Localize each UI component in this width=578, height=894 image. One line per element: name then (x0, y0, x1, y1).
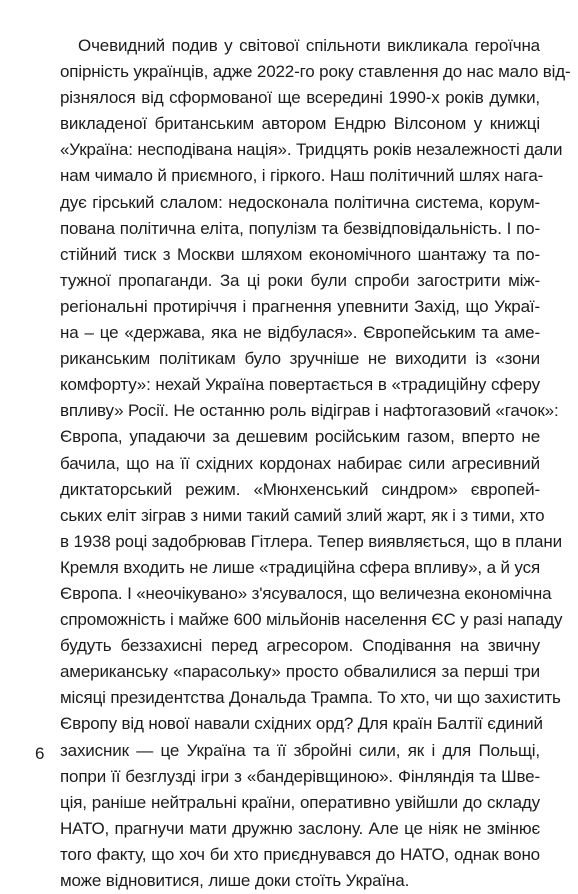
text-line: стійний тиск з Москви шляхом економічного шантажу та по- (60, 244, 540, 264)
text-line: ція, раніше нейтральні країни, оперативно увійшли до складу (60, 792, 540, 812)
text-line: на – це «держава, яка не відбулася». Європейським та аме- (60, 323, 540, 343)
text-line: регіональні протиріччя і прагнення упевнити Захід, що Украї- (60, 296, 540, 316)
text-line: може відновитися, лише доки стоїть Україна. (60, 871, 410, 890)
text-line: Кремля входить не лише «традиційна сфера впливу», а й уся (60, 557, 540, 577)
text-line: захисник — це Україна та її збройні сили, як і для Польщі, (60, 740, 540, 760)
text-line: нам чимало й приємного, і гіркого. Наш політичний шлях нага- (60, 166, 544, 186)
body-text (60, 33, 571, 894)
text-line: ських еліт зіграв з ними такий самий злий жарт, як і з тими, хто (60, 505, 545, 525)
text-line: Європа. І «неочікувано» з'ясувалося, що величезна економічна (60, 583, 552, 603)
text-line: «Україна: несподівана нація». Тридцять років незалежності дали (60, 140, 563, 160)
text-line: Європа, упадаючи за дешевим російським газом, вперто не (60, 427, 540, 447)
text-line: впливу» Росії. Не останню роль відіграв і нафтогазовий «гачок»: (60, 401, 559, 421)
text-line: попри її безглузді ігри з «бандерівщиною». Фінляндія та Шве- (60, 766, 540, 786)
text-line: будуть беззахисні перед агресором. Сподівання на звичну (60, 636, 540, 656)
text-line: комфорту»: нехай Україна повертається в «традиційну сферу (60, 375, 540, 395)
text-line: риканським політикам було зручніше не виходити із «зони (60, 349, 540, 369)
text-line: Очевидний подив у світової спільноти викликала героїчна (78, 36, 540, 55)
text-line: тужної пропаганди. За ці роки були спроби загострити між- (60, 270, 540, 290)
text-line: пована політична еліта, популізм та безвідповідальність. І по- (60, 218, 540, 238)
text-line: Європу від нової навали східних орд? Для країн Балтії єдиний (60, 714, 543, 734)
text-line: в 1938 році задобрював Гітлера. Тепер виявляється, що в плани (60, 531, 562, 551)
text-line: диктаторський режим. «Мюнхенський синдром» європей- (60, 479, 540, 499)
text-line: того факту, що хоч би хто приєднувався до НАТО, однак воно (60, 844, 540, 864)
text-line: бачила, що на її східних кордонах набирає сили агресивний (60, 453, 540, 473)
text-line: НАТО, прагнучи мати дружню заслону. Але це ніяк не змінює (60, 818, 540, 838)
text-line: дує гірський слалом: недосконала політична система, корум- (60, 192, 540, 212)
text-line: викладеної британським автором Ендрю Вілсоном у книжці (60, 114, 540, 134)
page-number: 6 (35, 744, 45, 763)
text-line: опірність українців, адже 2022-го року ставлення до нас мало від- (60, 62, 571, 82)
text-line: місяці президентства Дональда Трампа. То хто, чи що захистить (60, 688, 561, 708)
text-line: американську «парасольку» просто обвалилися за перші три (60, 662, 540, 682)
text-line: спроможність і майже 600 мільйонів населення ЄС у разі нападу (60, 610, 563, 630)
text-line: різнялося від сформованої ще всередині 1990-х років думки, (60, 88, 540, 108)
